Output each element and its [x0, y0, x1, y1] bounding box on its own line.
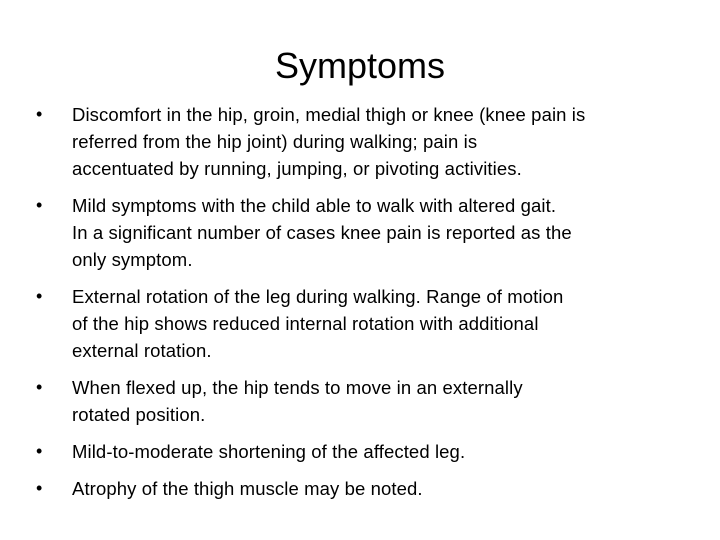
bullet-text-line: rotated position. — [72, 404, 206, 425]
slide-title: Symptoms — [274, 45, 446, 86]
bullet-text-line: Discomfort in the hip, groin, medial thigh or knee (knee pain is — [72, 104, 586, 125]
list-item — [36, 374, 716, 428]
bullet-text-line: When flexed up, the hip tends to move in an externally — [72, 377, 523, 398]
bullet-text-line: Atrophy of the thigh muscle may be noted. — [72, 478, 423, 499]
list-item — [36, 283, 716, 364]
list-item — [36, 192, 716, 273]
list-item — [36, 475, 716, 502]
bullet-icon: • — [36, 195, 43, 215]
bullet-icon: • — [36, 441, 43, 461]
bullet-text-line: Mild symptoms with the child able to walk with altered gait. — [72, 195, 557, 216]
bullet-text-line: Mild-to-moderate shortening of the affected leg. — [72, 441, 466, 462]
bullet-text-line: accentuated by running, jumping, or pivoting activities. — [72, 158, 522, 179]
bullet-icon: • — [36, 104, 43, 124]
bullet-icon: • — [36, 478, 43, 498]
bullet-text-line: only symptom. — [72, 249, 193, 270]
list-item — [36, 101, 716, 182]
bullet-icon: • — [36, 377, 43, 397]
bullet-text-line: external rotation. — [72, 340, 212, 361]
bullet-text-line: of the hip shows reduced internal rotation with additional — [72, 313, 539, 334]
bullet-text-line: External rotation of the leg during walking. Range of motion — [72, 286, 564, 307]
symptoms-list — [36, 101, 716, 512]
list-item — [36, 438, 716, 465]
bullet-text-line: In a significant number of cases knee pain is reported as the — [72, 222, 572, 243]
bullet-text-line: referred from the hip joint) during walking; pain is — [72, 131, 478, 152]
bullet-icon: • — [36, 286, 43, 306]
